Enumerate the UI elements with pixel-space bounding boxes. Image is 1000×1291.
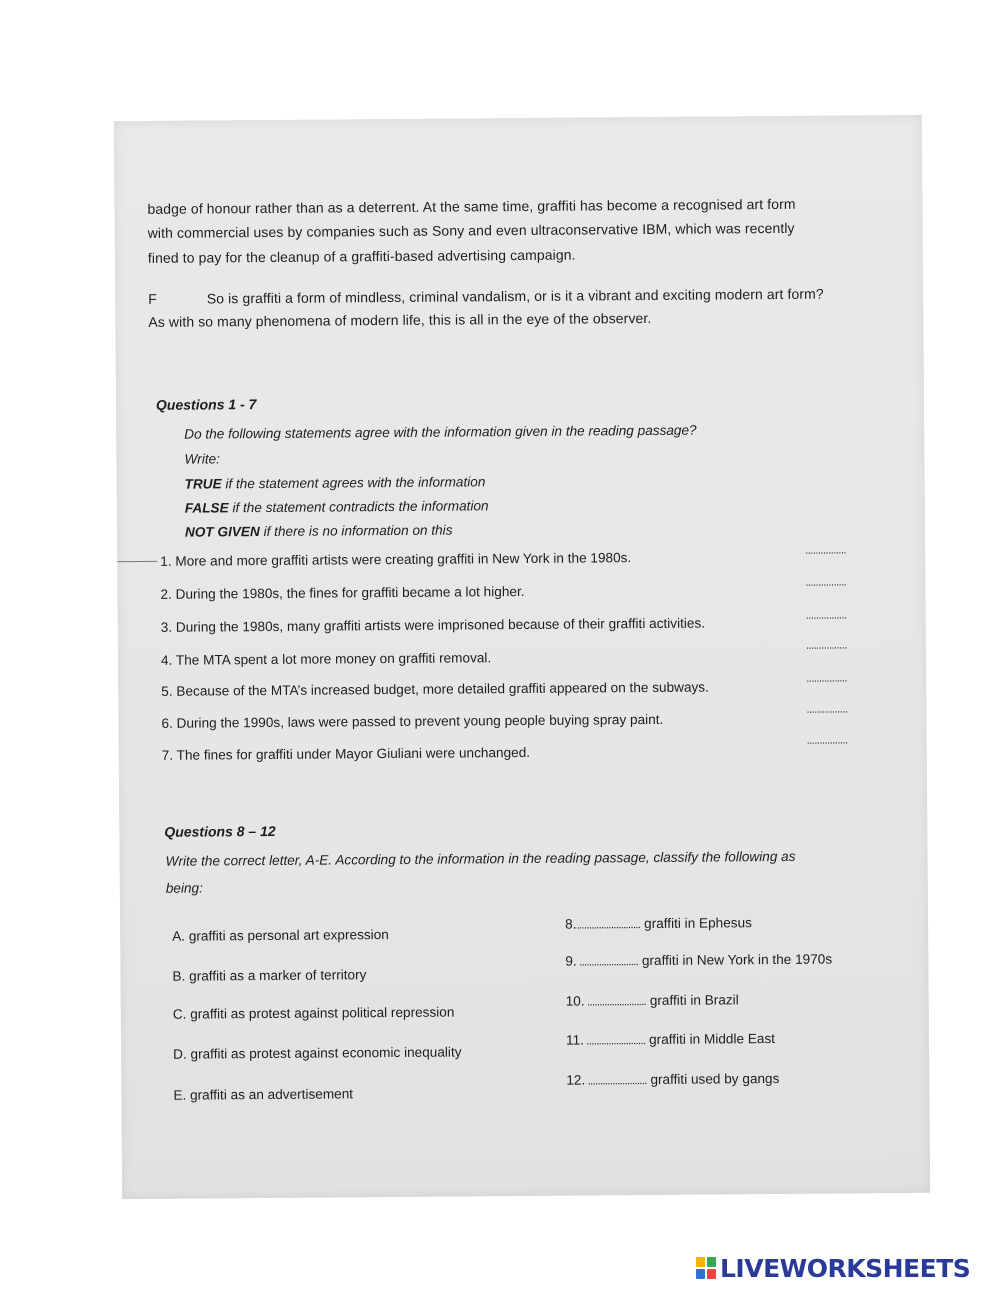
answer-blank-7[interactable]: ................ — [806, 734, 848, 747]
question-6: 6. During the 1990s, laws were passed to prevent young people buying spray paint. — [161, 711, 664, 731]
passage-line: with commercial uses by companies such as Sony and even ultraconservative IBM, which was recently — [147, 219, 795, 241]
paragraph-f-text: So is graffiti a form of mindless, criminal vandalism, or is it a vibrant and exciting modern art form? — [206, 285, 824, 307]
question-7: 7. The fines for graffiti under Mayor Giuliani were unchanged. — [161, 744, 531, 763]
divider — [117, 561, 157, 562]
answer-blank-1[interactable]: ................ — [805, 544, 847, 557]
logo-square — [696, 1257, 705, 1267]
option-false — [185, 498, 489, 515]
instruction-text: being: — [165, 880, 203, 896]
answer-blank-9[interactable]: ........................ — [576, 956, 639, 969]
instruction-text: Write the correct letter, A-E. According to the information in the reading passage, classify the following as — [165, 848, 796, 869]
classify-option-c: C. graffiti as protest against political repression — [172, 1004, 455, 1022]
answer-number: 12. — [566, 1072, 586, 1088]
logo-square — [707, 1269, 716, 1279]
answer-row-12 — [566, 1071, 779, 1088]
answer-blank-10[interactable]: ........................ — [584, 996, 647, 1009]
answer-label: graffiti used by gangs — [646, 1070, 780, 1088]
worksheet-page — [114, 115, 930, 1199]
logo-square — [696, 1269, 705, 1279]
answer-blank-6[interactable]: ................ — [806, 703, 848, 716]
question-3: 3. During the 1980s, many graffiti artists were imprisoned because of their graffiti activities. — [160, 615, 706, 635]
answer-blank-12[interactable]: ........................ — [585, 1075, 647, 1088]
questions-8-12-heading: Questions 8 – 12 — [164, 822, 276, 840]
option-text: if the statement contradicts the information — [228, 498, 489, 516]
answer-label: graffiti in New York in the 1970s — [638, 951, 833, 969]
answer-label: graffiti in Ephesus — [640, 915, 752, 932]
passage-line: fined to pay for the cleanup of a graffiti-based advertising campaign. — [147, 246, 576, 266]
answer-blank-8[interactable]: .......................... — [576, 919, 641, 932]
option-text: if the statement agrees with the information — [221, 474, 486, 492]
logo-text: LIVEWORKSHEETS — [720, 1253, 971, 1283]
answer-label: graffiti in Middle East — [645, 1031, 776, 1048]
answer-row-8 — [565, 915, 752, 931]
classify-option-a: A. graffiti as personal art expression — [172, 927, 389, 944]
option-text: if there is no information on this — [259, 522, 453, 540]
option-not-given — [185, 523, 453, 540]
answer-blank-11[interactable]: ........................ — [583, 1035, 646, 1048]
logo-icon — [696, 1257, 716, 1279]
questions-1-7-heading: Questions 1 - 7 — [155, 396, 257, 413]
option-key: NOT GIVEN — [184, 524, 260, 540]
answer-row-9 — [565, 952, 832, 969]
answer-number: 8. — [565, 916, 577, 932]
liveworksheets-logo[interactable] — [696, 1253, 970, 1283]
write-label: Write: — [184, 451, 220, 467]
passage-line: badge of honour rather than as a deterrent. At the same time, graffiti has become a recognised art form — [147, 195, 796, 217]
option-key: FALSE — [184, 500, 229, 516]
classify-option-d: D. graffiti as protest against economic inequality — [173, 1044, 462, 1062]
question-5: 5. Because of the MTA’s increased budget, more detailed graffiti appeared on the subways. — [161, 679, 709, 699]
answer-row-10 — [566, 992, 739, 1008]
answer-blank-5[interactable]: ................ — [806, 672, 848, 685]
question-4: 4. The MTA spent a lot more money on graffiti removal. — [160, 650, 492, 668]
answer-number: 11. — [565, 1032, 584, 1048]
option-key: TRUE — [184, 476, 222, 492]
answer-label: graffiti in Brazil — [645, 992, 739, 1009]
answer-blank-4[interactable]: ................ — [805, 639, 847, 652]
answer-number: 10. — [565, 993, 585, 1009]
answer-blank-3[interactable]: ................ — [805, 609, 847, 622]
passage-line: As with so many phenomena of modern life, this is all in the eye of the observer. — [148, 309, 652, 330]
question-2: 2. During the 1980s, the fines for graffiti became a lot higher. — [160, 583, 525, 602]
paragraph-letter: F — [148, 290, 157, 307]
classify-option-e: E. graffiti as an advertisement — [173, 1086, 354, 1103]
answer-number: 9. — [565, 953, 577, 969]
logo-square — [707, 1257, 716, 1267]
answer-row-11 — [566, 1031, 775, 1048]
classify-option-b: B. graffiti as a marker of territory — [172, 967, 367, 984]
option-true — [185, 474, 486, 491]
question-1: 1. More and more graffiti artists were creating graffiti in New York in the 1980s. — [160, 550, 632, 569]
answer-blank-2[interactable]: ................ — [805, 576, 847, 589]
instruction-text: Do the following statements agree with the information given in the reading passage? — [184, 422, 697, 442]
paragraph-f — [148, 286, 824, 307]
